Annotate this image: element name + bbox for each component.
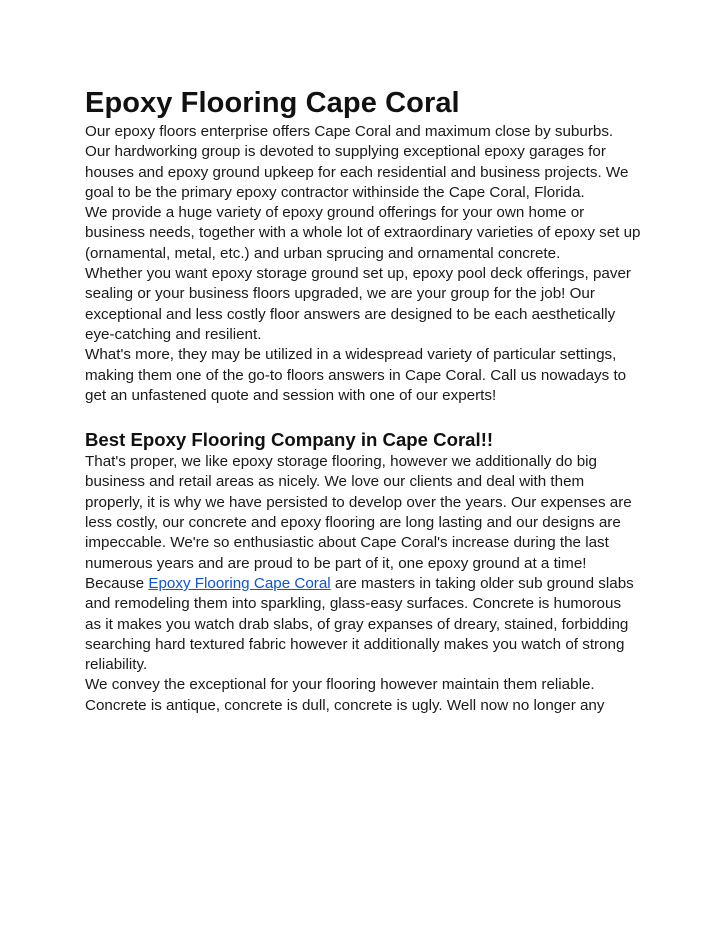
document-title: Epoxy Flooring Cape Coral [85, 87, 460, 119]
paragraph-settings: What's more, they may be utilized in a widespread variety of particular settings, making them one of the go-to floors answers in Cape Coral. Call us nowadays to get an unfastened quote and session with one of our experts! [85, 346, 627, 404]
paragraph-masters-rest: are masters in taking older sub ground slabs and remodeling them into sparkling, glass-easy surfaces. Concrete is humorous as it makes you watch drab slabs, of gray expanses of dreary, stained, forbidding searching hard textured fabric however it additionally makes you watch of strong reliability. [85, 574, 634, 674]
paragraph-intro: Our epoxy floors enterprise offers Cape Coral and maximum close by suburbs. Our hardworking group is devoted to supplying exceptional epoxy garages for houses and epoxy ground upkeep for each residential and business projects. We goal to be the primary epoxy contractor withinside the Cape Coral, Florida. [85, 123, 629, 201]
paragraph-services: We provide a huge variety of epoxy ground offerings for your own home or business needs, together with a whole lot of extraordinary varieties of epoxy set up (ornamental, metal, etc.) and urban sprucing and ornamental concrete. [85, 204, 641, 262]
epoxy-flooring-link[interactable]: Epoxy Flooring Cape Coral [148, 574, 331, 592]
paragraph-masters [85, 574, 641, 675]
section-heading: Best Epoxy Flooring Company in Cape Coral!! [85, 429, 494, 451]
paragraph-business: That's proper, we like epoxy storage flooring, however we additionally do big business and retail areas as nicely. We love our clients and deal with them properly, it is why we have persisted to develop over the years. Our expenses are less costly, our concrete and epoxy flooring are long lasting and our designs are impeccable. We're so enthusiastic about Cape Coral's increase during the last numerous years and are proud to be part of it, one epoxy ground at a time! [85, 453, 632, 572]
paragraph-masters-lead: Because [85, 574, 149, 592]
paragraph-storage: Whether you want epoxy storage ground set up, epoxy pool deck offerings, paver sealing or your business floors upgraded, we are your group for the job! Our exceptional and less costly floor answers are designed to be each aesthetically eye-catching and resilient. [85, 265, 631, 343]
paragraph-reliable: We convey the exceptional for your flooring however maintain them reliable. Concrete is antique, concrete is dull, concrete is ugly. Well now no longer any [85, 676, 605, 714]
document-page [85, 84, 641, 716]
